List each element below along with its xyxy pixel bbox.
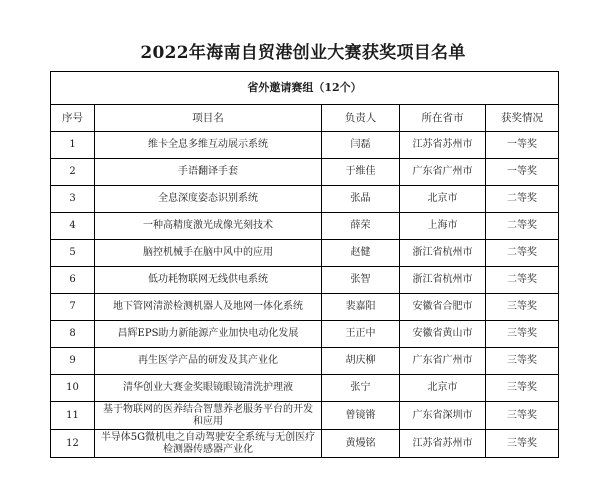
cell-project: 低功耗物联网无线供电系统: [95, 267, 322, 294]
cell-award: 三等奖: [486, 375, 559, 402]
cell-award: 二等奖: [486, 267, 559, 294]
cell-award: 二等奖: [486, 213, 559, 240]
cell-leader: 王正中: [322, 321, 400, 348]
cell-leader: 裴嘉阳: [322, 294, 400, 321]
cell-leader: 张智: [322, 267, 400, 294]
cell-no: 10: [51, 375, 95, 402]
cell-location: 广东省深圳市: [400, 402, 486, 430]
award-list-table: [50, 71, 559, 458]
column-header-project: 项目名: [95, 105, 322, 132]
table-row: [51, 321, 559, 348]
table-row: [51, 375, 559, 402]
table-row: [51, 267, 559, 294]
cell-project: 脑控机械手在脑中风中的应用: [95, 240, 322, 267]
cell-project: 维卡全息多维互动展示系统: [95, 132, 322, 159]
cell-leader: 曾镜锵: [322, 402, 400, 430]
cell-project: 一种高精度激光成像光刻技术: [95, 213, 322, 240]
cell-project: 半导体5G微机电之自动驾驶安全系统与无创医疗检测器传感器产业化: [95, 430, 322, 458]
document-title: 2022年海南自贸港创业大赛获奖项目名单: [140, 43, 466, 63]
column-header-award: 获奖情况: [486, 105, 559, 132]
cell-location: 广东省广州市: [400, 159, 486, 186]
cell-award: 二等奖: [486, 240, 559, 267]
cell-award: 三等奖: [486, 294, 559, 321]
table-row: [51, 186, 559, 213]
cell-location: 安徽省黄山市: [400, 321, 486, 348]
cell-project: 再生医学产品的研发及其产业化: [95, 348, 322, 375]
cell-no: 1: [51, 132, 95, 159]
cell-location: 江苏省苏州市: [400, 132, 486, 159]
group-label: 省外邀请赛组（12个）: [51, 72, 559, 105]
cell-award: 三等奖: [486, 321, 559, 348]
cell-location: 江苏省苏州市: [400, 430, 486, 458]
cell-no: 8: [51, 321, 95, 348]
cell-no: 12: [51, 430, 95, 458]
cell-award: 一等奖: [486, 159, 559, 186]
table-row: [51, 402, 559, 430]
cell-leader: 薛荣: [322, 213, 400, 240]
cell-location: 浙江省杭州市: [400, 267, 486, 294]
cell-location: 上海市: [400, 213, 486, 240]
cell-leader: 赵健: [322, 240, 400, 267]
table-row: [51, 348, 559, 375]
column-header-no: 序号: [51, 105, 95, 132]
cell-location: 广东省广州市: [400, 348, 486, 375]
cell-project: 清华创业大赛金奖眼镜眼镜清洗护理液: [95, 375, 322, 402]
column-header-location: 所在省市: [400, 105, 486, 132]
cell-project: 全息深度姿态识别系统: [95, 186, 322, 213]
cell-location: 北京市: [400, 375, 486, 402]
cell-no: 11: [51, 402, 95, 430]
cell-project: 基于物联网的医养结合智慧养老服务平台的开发和应用: [95, 402, 322, 430]
table-row: [51, 132, 559, 159]
table-row: [51, 159, 559, 186]
cell-award: 三等奖: [486, 402, 559, 430]
table-row: [51, 294, 559, 321]
cell-location: 安徽省合肥市: [400, 294, 486, 321]
cell-award: 一等奖: [486, 132, 559, 159]
cell-award: 三等奖: [486, 430, 559, 458]
cell-leader: 于维佳: [322, 159, 400, 186]
column-header-row: [51, 105, 559, 132]
cell-location: 北京市: [400, 186, 486, 213]
cell-no: 3: [51, 186, 95, 213]
table-row: [51, 213, 559, 240]
cell-no: 5: [51, 240, 95, 267]
cell-no: 4: [51, 213, 95, 240]
cell-no: 7: [51, 294, 95, 321]
cell-leader: 张晶: [322, 186, 400, 213]
cell-project: 昌辉EPS助力新能源产业加快电动化发展: [95, 321, 322, 348]
cell-no: 6: [51, 267, 95, 294]
column-header-leader: 负责人: [322, 105, 400, 132]
cell-award: 三等奖: [486, 348, 559, 375]
cell-no: 2: [51, 159, 95, 186]
cell-no: 9: [51, 348, 95, 375]
cell-project: 地下管网清淤检测机器人及地网一体化系统: [95, 294, 322, 321]
cell-leader: 胡庆柳: [322, 348, 400, 375]
cell-leader: 张宁: [322, 375, 400, 402]
cell-location: 浙江省杭州市: [400, 240, 486, 267]
table-row: [51, 430, 559, 458]
cell-project: 手语翻译手套: [95, 159, 322, 186]
cell-award: 二等奖: [486, 186, 559, 213]
cell-leader: 黄熳铭: [322, 430, 400, 458]
group-header-row: [51, 72, 559, 105]
table-row: [51, 240, 559, 267]
cell-leader: 闫磊: [322, 132, 400, 159]
